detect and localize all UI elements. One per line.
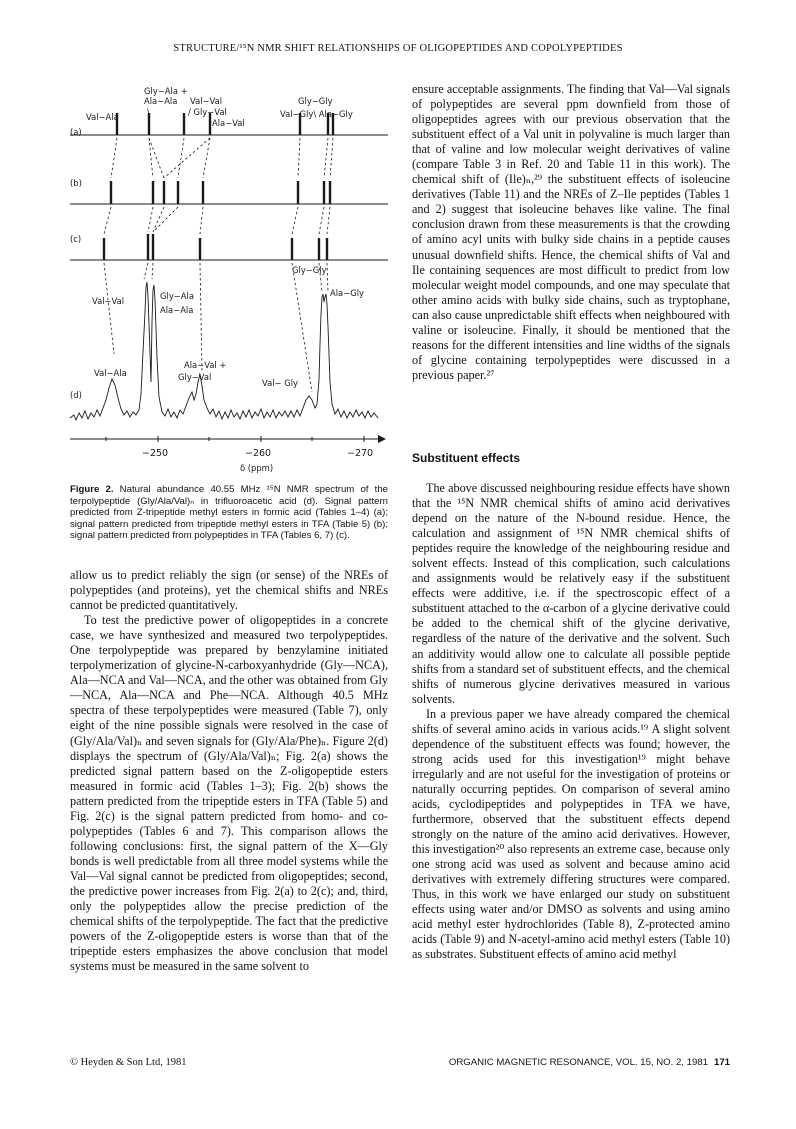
running-head: STRUCTURE/¹⁵N NMR SHIFT RELATIONSHIPS OF OLIGOPEPTIDES AND COPOLYPEPTIDES: [173, 43, 623, 54]
label-d-gly-gly: Gly−Gly: [292, 265, 327, 275]
label-a-slash: \: [147, 107, 150, 117]
panel-label-a: (a): [70, 127, 82, 137]
figure-2-spectrum: [66, 82, 388, 474]
sticks-b: [111, 181, 330, 204]
label-a-val-gly-ala-gly: Val−Gly\ Ala−Gly: [280, 109, 353, 119]
label-a-val-val: Val−Val: [190, 96, 223, 106]
label-a-ala-ala: Ala−Ala: [144, 96, 178, 106]
tick-label-270: −270: [347, 448, 374, 459]
left-column: [70, 568, 388, 974]
paragraph: To test the predictive power of oligopeptides in a concrete case, we have synthesized and measured two terpolypeptides. One terpolypeptide was prepared by benzylamine initiated terpolymerization of glycine-N-carboxyanhydride (Gly—NCA), Ala—NCA and Val—NCA, and the other was obtained from Gly—NCA, Ala—NCA and Phe—NCA. Although 40.5 MHz spectra of these terpolypeptides were measured (Table 7), only eight of the nine possible signals were resolved in the case of (Gly/Ala/Val)ₙ and seven signals for (Gly/Ala/Phe)ₙ. Figure 2(d) displays the spectrum of (Gly/Ala/Val)ₙ; Fig. 2(a) shows the predicted signal pattern based on the Z-oligopeptide esters measured in formic acid (Tables 1–3); Fig. 2(b) shows the pattern predicted from the tripeptide esters in TFA (Table 5) and Fig. 2(c) is the signal pattern predicted from homo- and co-polypeptides (Tables 6 and 7). This comparison allows the following conclusions: first, the signal pattern of the X—Gly bonds is well predictable from all three model systems while the Val—Val signal cannot be predicted from oligopeptides; second, the predictive power increases from Fig. 2(a) to 2(c); and, third, only the polypeptides allow the precise prediction of the chemical shifts of the terpolypeptide. The fact that the predictive powers of the Z-oligopeptide esters is worse than that of the tripeptide esters emphasizes the above conclusion that model systems must be measured in the same solvent to: [70, 613, 388, 974]
label-d-val-ala: Val−Ala: [94, 368, 127, 378]
panel-label-c: (c): [70, 234, 82, 244]
tick-label-260: −260: [245, 448, 272, 459]
footer-journal-name: ORGANIC MAGNETIC RESONANCE, VOL. 15, NO. 2, 1981: [448, 1057, 708, 1068]
label-d-ala-gly: Ala−Gly: [330, 288, 364, 298]
label-a-val-ala: Val−Ala: [86, 112, 119, 122]
label-d-gly-ala: Gly−Ala: [160, 291, 194, 301]
section-heading: Substituent effects: [412, 451, 521, 465]
axis-label: δ (ppm): [240, 463, 274, 473]
footer-journal: [449, 1057, 730, 1068]
paragraph: The above discussed neighbouring residue effects have shown that the ¹⁵N NMR chemical shifts of amino acid derivatives depend on the nature of the N-bound residue. Hence, the calculation and assignment of ¹⁵N NMR chemical shifts of peptides require the knowledge of the neighbouring residue and solvent effects. Instead of this complication, such calculations and assignments would be relatively easy if the substituent effects were additive, i.e. if the spectroscopic effect of a substituent attached to the α-carbon of a glycine derivative could be added to the chemical shift of the glycine derivative, regardless of the nature of the derivative and the solvent. Such an additivity would allow one to calculate all possible peptide shifts from a standard set of substituent effects, and the chemical shifts of numerous glycine derivatives measured in various solvents.: [412, 481, 730, 706]
paragraph: In a previous paper we have already compared the chemical shifts of several amino acids in various acids.¹⁹ A slight solvent dependence of the substituent effects was found; however, the strong acids used for this investigation¹⁹ might behave irregularly and are not useful for the investigation of proteins or naturally occurring peptides. On comparison of several amino acids, cyclodipeptides and polypeptides in TFA we have, furthermore, observed that the substituent effects depend strongly on the nature of the amino acid derivatives. However, this investigation²⁰ also represents an extreme case, because only one strong acid was used as solvent and because amino acid derivatives with extremely differing structures were compared. Thus, in this work we have enlarged our study on substituent effects using water and/or DMSO as solvents and using amino acid methyl ester hydrochlorides (Table 8), Z-protected amino acids (Table 9) and N-acetyl-amino acid methyl esters (Table 10) as substrates. Substituent effects of amino acid methyl: [412, 706, 730, 962]
page-number: 171: [713, 1057, 730, 1068]
label-d-gly-val: Gly−Val: [178, 372, 212, 382]
right-column-top: [412, 82, 730, 383]
paragraph: ensure acceptable assignments. The finding that Val—Val signals of polypeptides are several ppm downfield from those of oligopeptides agrees with our previous observation that the substituent effect of a Val unit in polyvaline is much larger than that of valine and low molecular weight derivatives of valine (compare Table 3 in Ref. 20 and Table 11 in this work). The chemical shift of (Ile)ₙ,²⁹ the substituent effects of isoleucine derivatives (Table 11) and the NREs of Z–Ile peptides (Tables 1 and 2) suggest that isoleucine behaves like valine. The final conclusion drawn from these measurements is that the crowding of amino acyl units with bulky side chains in a peptide causes unusual downfield shifts. Hence, the chemical shifts of Val and Ile containing sequences are most difficult to predict from low molecular weight model compounds, and one may speculate that other amino acids with bulky side chains, such as tryptophane, can also cause unpredictable shift effects when neighboured with valine or isoleucine. Finally, it should be mentioned that the reasons for the different intensities and line widths of the signals of glycine containing terpolypeptides were discussed in a previous paper.²⁷: [412, 82, 730, 382]
panel-label-b: (b): [70, 178, 82, 188]
figure-caption: [70, 484, 388, 542]
label-a-ala-val: Ala−Val: [212, 118, 245, 128]
panel-label-d: (d): [70, 390, 82, 400]
sticks-c: [104, 234, 327, 260]
right-column-bottom: [412, 481, 730, 963]
caption-label: Figure 2.: [70, 484, 114, 495]
caption-text: Natural abundance 40.55 MHz ¹⁵N NMR spectrum of the terpolypeptide (Gly/Ala/Val)ₙ in trifluoroacetic acid (d). Signal pattern predicted from Z-tripeptide methyl esters in formic acid (Tables 1–4) (a); signal pattern predicted from tripeptide methyl esters in TFA (Table 5) (b); signal pattern predicted from polypeptides in TFA (Tables 6, 7) (c).: [70, 484, 388, 542]
label-d-val-gly: Val− Gly: [262, 378, 298, 388]
label-d-ala-ala: Ala−Ala: [160, 305, 194, 315]
x-axis-arrow: [378, 435, 386, 443]
label-a-gly-val: / Gly−Val: [188, 107, 227, 117]
label-d-ala-val-plus: Ala−Val +: [184, 360, 227, 370]
footer-copyright: © Heyden & Son Ltd, 1981: [70, 1057, 187, 1068]
paragraph: allow us to predict reliably the sign (or sense) of the NREs of polypeptides (and proteins), yet the chemical shifts and NREs cannot be predicted quantitatively.: [70, 568, 388, 613]
label-a-gly-ala-plus: Gly−Ala +: [144, 86, 188, 96]
label-a-gly-gly: Gly−Gly: [298, 96, 333, 106]
label-d-val-val: Val−Val: [92, 296, 125, 306]
tick-label-250: −250: [142, 448, 169, 459]
